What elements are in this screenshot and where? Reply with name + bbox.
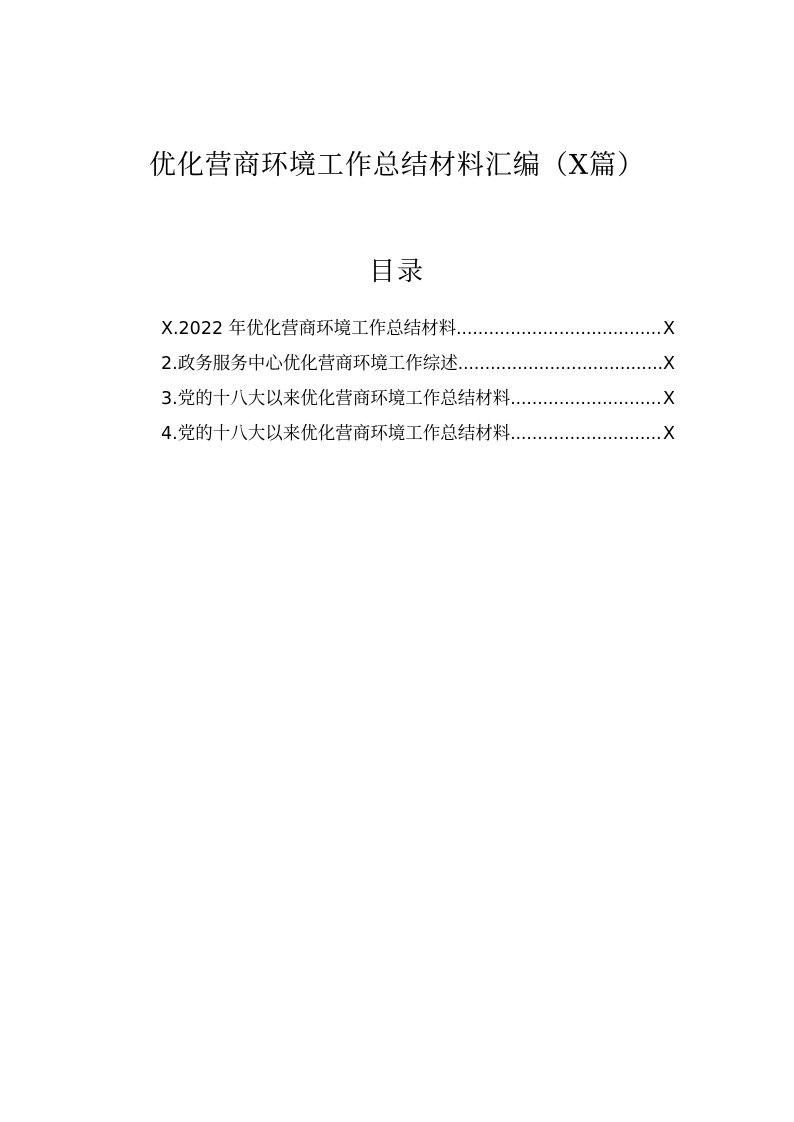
document-title: 优化营商环境工作总结材料汇编（X篇） <box>148 150 646 181</box>
toc-entry-label: 2.政务服务中心优化营商环境工作综述 <box>161 354 458 374</box>
toc-dot-leader <box>458 347 662 382</box>
toc-entry-page: X <box>663 319 675 339</box>
toc-entry-page: X <box>663 354 675 374</box>
toc-dot-leader <box>510 417 662 452</box>
toc-entry-3[interactable] <box>161 382 675 417</box>
toc-heading: 目录 <box>368 257 425 287</box>
toc-entry-label: 4.党的十八大以来优化营商环境工作总结材料 <box>161 424 511 444</box>
toc-entry-4[interactable] <box>161 417 675 452</box>
toc-entry-2[interactable] <box>161 347 675 382</box>
toc-entry-page: X <box>663 389 675 409</box>
toc-entry-page: X <box>663 424 675 444</box>
table-of-contents <box>161 312 675 452</box>
toc-dot-leader <box>510 382 662 417</box>
toc-entry-label: 3.党的十八大以来优化营商环境工作总结材料 <box>161 389 511 409</box>
toc-entry-1[interactable] <box>161 312 675 347</box>
toc-dot-leader <box>456 312 662 347</box>
toc-entry-label: X.2022 年优化营商环境工作总结材料 <box>161 319 457 339</box>
